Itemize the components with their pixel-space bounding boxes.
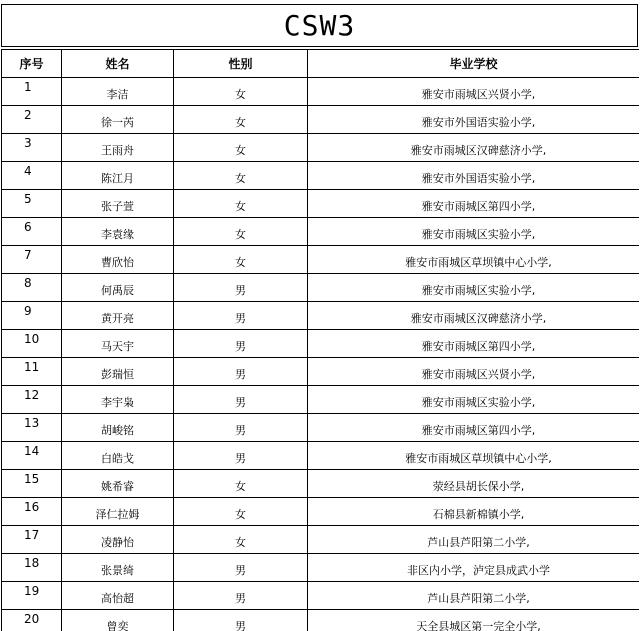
row-index: 8 xyxy=(2,274,62,302)
student-gender: 女 xyxy=(174,162,308,190)
graduated-school: 雅安市雨城区实验小学, xyxy=(308,274,640,302)
row-index: 12 xyxy=(2,386,62,414)
table-row xyxy=(2,218,640,246)
row-index: 1 xyxy=(2,78,62,106)
row-index: 6 xyxy=(2,218,62,246)
student-name: 李洁 xyxy=(62,78,174,106)
student-gender: 女 xyxy=(174,106,308,134)
header-gender: 性别 xyxy=(174,50,308,78)
graduated-school: 雅安市外国语实验小学, xyxy=(308,162,640,190)
header-index: 序号 xyxy=(2,50,62,78)
student-name: 徐一芮 xyxy=(62,106,174,134)
student-gender: 男 xyxy=(174,442,308,470)
table-row xyxy=(2,246,640,274)
sheet-title: CSW3 xyxy=(1,4,638,47)
row-index: 14 xyxy=(2,442,62,470)
table-row xyxy=(2,78,640,106)
row-index: 2 xyxy=(2,106,62,134)
graduated-school: 雅安市雨城区兴贤小学, xyxy=(308,78,640,106)
student-gender: 男 xyxy=(174,330,308,358)
student-name: 凌静怡 xyxy=(62,526,174,554)
student-name: 曾奕 xyxy=(62,610,174,631)
table-row xyxy=(2,106,640,134)
header-row xyxy=(2,50,640,78)
student-name: 曹欣怡 xyxy=(62,246,174,274)
student-name: 李宇枭 xyxy=(62,386,174,414)
table-row xyxy=(2,498,640,526)
table-row xyxy=(2,386,640,414)
student-name: 胡峻铭 xyxy=(62,414,174,442)
graduated-school: 芦山县芦阳第二小学, xyxy=(308,526,640,554)
row-index: 13 xyxy=(2,414,62,442)
table-row xyxy=(2,526,640,554)
table-row xyxy=(2,190,640,218)
graduated-school: 荥经县胡长保小学, xyxy=(308,470,640,498)
row-index: 9 xyxy=(2,302,62,330)
student-name: 张景绮 xyxy=(62,554,174,582)
row-index: 10 xyxy=(2,330,62,358)
graduated-school: 雅安市雨城区第四小学, xyxy=(308,330,640,358)
student-gender: 女 xyxy=(174,498,308,526)
graduated-school: 雅安市雨城区第四小学, xyxy=(308,414,640,442)
row-index: 19 xyxy=(2,582,62,610)
student-name: 白皓戈 xyxy=(62,442,174,470)
student-name: 何禹辰 xyxy=(62,274,174,302)
graduated-school: 石棉县新棉镇小学, xyxy=(308,498,640,526)
row-index: 4 xyxy=(2,162,62,190)
student-gender: 女 xyxy=(174,134,308,162)
table-row xyxy=(2,414,640,442)
row-index: 18 xyxy=(2,554,62,582)
student-gender: 女 xyxy=(174,470,308,498)
table-row xyxy=(2,274,640,302)
table-row xyxy=(2,134,640,162)
row-index: 15 xyxy=(2,470,62,498)
row-index: 11 xyxy=(2,358,62,386)
student-gender: 女 xyxy=(174,526,308,554)
header-school: 毕业学校 xyxy=(308,50,640,78)
graduated-school: 非区内小学，泸定县成武小学 xyxy=(308,554,640,582)
graduated-school: 雅安市雨城区草坝镇中心小学, xyxy=(308,246,640,274)
graduated-school: 雅安市雨城区汉碑慈济小学, xyxy=(308,134,640,162)
row-index: 3 xyxy=(2,134,62,162)
student-gender: 男 xyxy=(174,302,308,330)
student-gender: 男 xyxy=(174,386,308,414)
student-gender: 女 xyxy=(174,246,308,274)
student-name: 李袁缘 xyxy=(62,218,174,246)
table-row xyxy=(2,610,640,631)
graduated-school: 雅安市雨城区草坝镇中心小学, xyxy=(308,442,640,470)
student-gender: 男 xyxy=(174,414,308,442)
row-index: 5 xyxy=(2,190,62,218)
table-row xyxy=(2,554,640,582)
student-gender: 女 xyxy=(174,78,308,106)
student-name: 王雨舟 xyxy=(62,134,174,162)
table-row xyxy=(2,330,640,358)
graduated-school: 雅安市雨城区汉碑慈济小学, xyxy=(308,302,640,330)
table-row xyxy=(2,442,640,470)
row-index: 16 xyxy=(2,498,62,526)
table-row xyxy=(2,582,640,610)
student-name: 马天宇 xyxy=(62,330,174,358)
graduated-school: 雅安市雨城区实验小学, xyxy=(308,386,640,414)
table-row xyxy=(2,162,640,190)
student-name: 彭瑞恒 xyxy=(62,358,174,386)
row-index: 17 xyxy=(2,526,62,554)
graduated-school: 芦山县芦阳第二小学, xyxy=(308,582,640,610)
student-name: 高怡超 xyxy=(62,582,174,610)
graduated-school: 雅安市雨城区实验小学, xyxy=(308,218,640,246)
student-gender: 男 xyxy=(174,582,308,610)
graduated-school: 雅安市雨城区第四小学, xyxy=(308,190,640,218)
student-gender: 男 xyxy=(174,610,308,631)
table-row xyxy=(2,358,640,386)
student-name: 泽仁拉姆 xyxy=(62,498,174,526)
student-name: 陈江月 xyxy=(62,162,174,190)
table-row xyxy=(2,470,640,498)
graduated-school: 天全县城区第一完全小学, xyxy=(308,610,640,631)
student-name: 姚希睿 xyxy=(62,470,174,498)
graduated-school: 雅安市雨城区兴贤小学, xyxy=(308,358,640,386)
student-name: 张子萱 xyxy=(62,190,174,218)
student-gender: 男 xyxy=(174,274,308,302)
header-name: 姓名 xyxy=(62,50,174,78)
student-gender: 女 xyxy=(174,190,308,218)
student-gender: 男 xyxy=(174,554,308,582)
student-name: 黄开亮 xyxy=(62,302,174,330)
student-gender: 女 xyxy=(174,218,308,246)
student-gender: 男 xyxy=(174,358,308,386)
row-index: 20 xyxy=(2,610,62,631)
row-index: 7 xyxy=(2,246,62,274)
graduated-school: 雅安市外国语实验小学, xyxy=(308,106,640,134)
student-table xyxy=(1,49,639,631)
table-row xyxy=(2,302,640,330)
